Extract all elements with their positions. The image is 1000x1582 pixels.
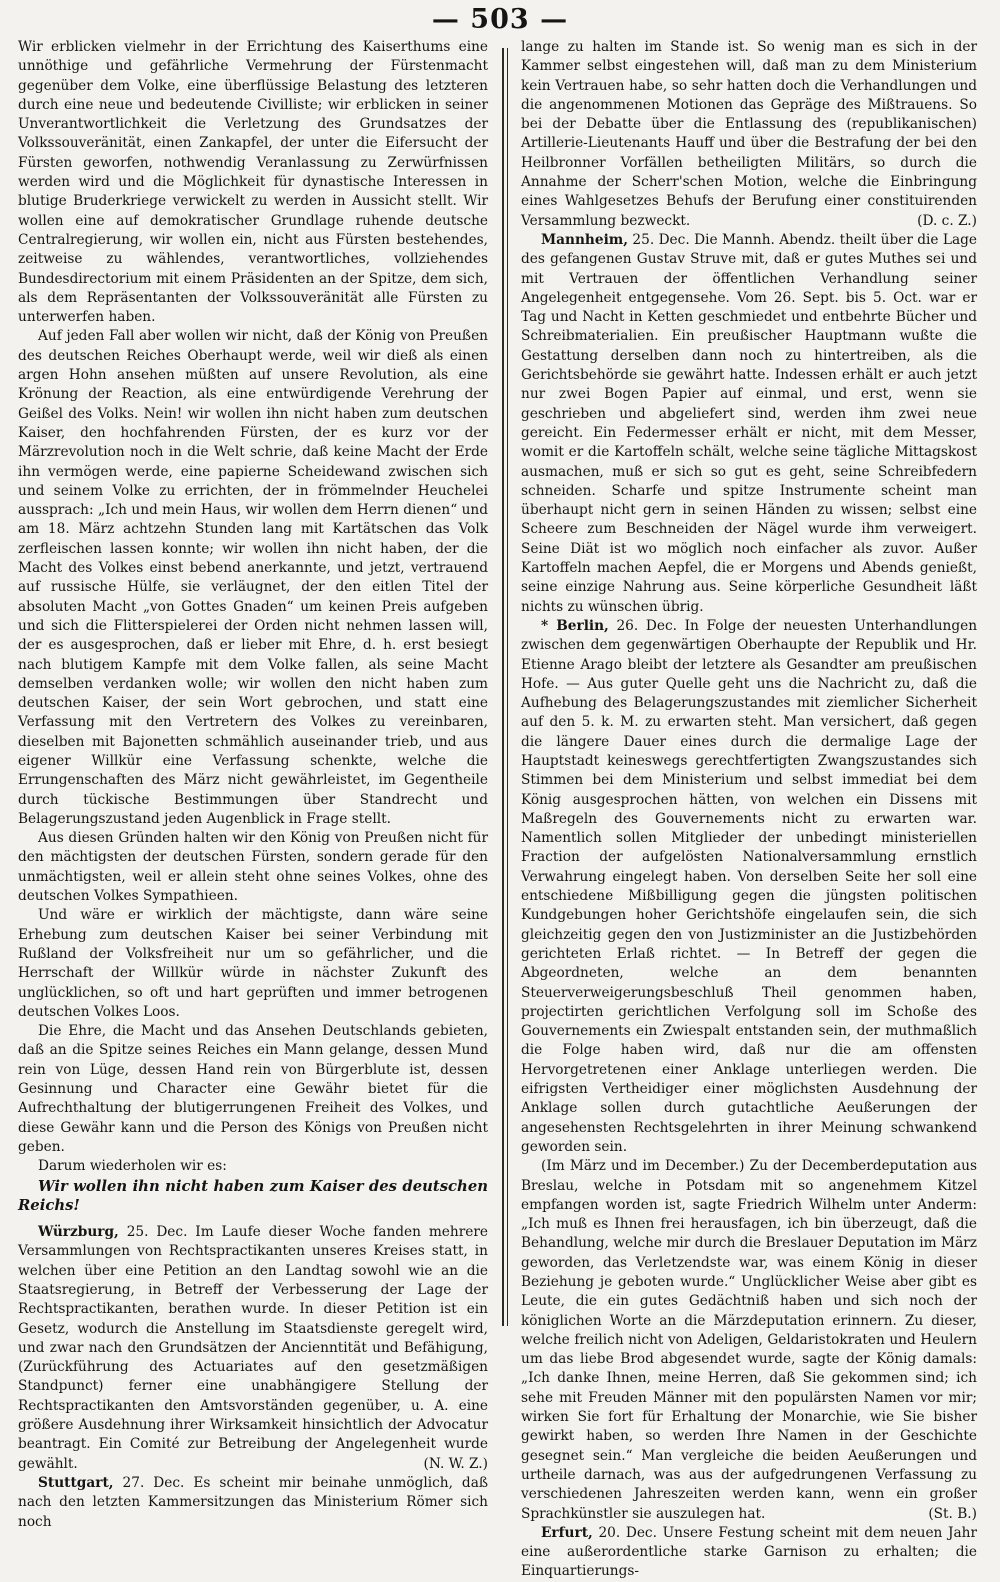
article-paragraph: Darum wiederholen wir es: — [38, 1158, 227, 1175]
dateline-place: Stuttgart, — [38, 1474, 114, 1491]
article-paragraph — [521, 38, 977, 231]
motto-line: Wir wollen ihn nicht haben zum Kaiser des deutschen Reichs! — [18, 1177, 488, 1214]
dateline-date: 27. Dec. — [113, 1474, 185, 1491]
article-paragraph: Die Ehre, die Macht und das Ansehen Deutschlands gebieten, daß an die Spitze seines Reiches ein Mann gelange, dessen Mund rein von Lüge, dessen Hand rein von Bürgerblute ist, dessen Gesinnung und Character eine Gewähr bietet für die Aufrechthaltung der blutigerrungenen Freiheit des Volkes, und diese Gewähr kann und die Person des Königs von Preußen nicht geben. — [18, 1023, 488, 1155]
left-column — [18, 38, 489, 1530]
dateline-place: Erfurt, — [541, 1524, 593, 1541]
article-paragraph: Aus diesen Gründen halten wir den König von Preußen nicht für den mächtigsten der deutschen Fürsten, sondern gerade für den unmächtigsten, weil er allein steht ohne seines Volkes, ohne des deutschen Volkes Sympathieen. — [18, 830, 488, 905]
news-item-mannheim — [521, 231, 977, 617]
news-text: Die Mannh. Abendz. theilt über die Lage des gefangenen Gustav Struve mit, daß er gutes Muthes sei und mit Vertrauen der öffentlichen Verhandlung seiner Angelegenheit entgegensehe. Vom 26. Sept. bis 5. Oct. war er Tag und Nacht in Ketten geschmiedet und entbehrte Bücher und Schreibmaterialien. Ein preußischer Hauptmann wußte die Gestattung derselben dann noch zu hintertreiben, als die Gerichtsbehörde sie gewährt hatte. Indessen erhält er auch jetzt nur zwei Bogen Papier auf einmal, und erst, wenn sie geschrieben und abgeliefert sind, werden ihm zwei neue gereicht. Ein Federmesser erhält er nicht, mit dem Messer, womit er die Kartoffeln schält, welche seine tägliche Mittagskost ausmachen, muß er sich so gut es geht, seine Schreibfedern schneiden. Scharfe und spitze Instrumente scheint man überhaupt nicht gern in seinen Händen zu wissen; selbst eine Scheere zum Beschneiden der Nägel wurde ihm verweigert. Seine Diät ist wo möglich noch einfacher als zuvor. Außer Kartoffeln machen Aepfel, die er Morgens und Abends genießt, seine einzige Nahrung aus. Seine körperliche Gesundheit läßt nichts zu wünschen übrig. — [521, 231, 978, 615]
right-column — [521, 38, 978, 1580]
dateline-date: 25. Dec. — [628, 231, 690, 248]
article-paragraph: Und wäre er wirklich der mächtigste, dann wäre seine Erhebung zum deutschen Kaiser bei seiner Verbindung mit Rußland der Volksfreiheit nur um so gefährlicher, und die Herrschaft der Willkür würde in nächster Zukunft des unglücklichen, so oft und hart geprüften und immer betrogenen deutschen Volkes Loos. — [18, 907, 488, 1020]
news-item-erfurt — [521, 1524, 977, 1582]
news-text: Im Laufe dieser Woche fanden mehrere Versammlungen von Rechtspractikanten unseres Kreises statt, in welchen über eine Petition an den Landtag sowohl wie an die Staatsregierung, in Betreff der Verbesserung der Lage der Rechtspractikanten, berathen wurde. In dieser Petition ist ein Gesetz, wodurch die Anstellung im Staatsdienste geregelt wird, und zwar nach den Grundsätzen der Ancienntität und Befähigung, (Zurückführung des Actuariates auf den gesetzmäßigen Standpunct) ferner eine unabhängigere Stellung der Rechtspractikanten den Amtsvorständen gegenüber, u. A. eine größere Ausdehnung ihrer Wirksamkeit hinsichtlich der Advocatur beantragt. Ein Comité zur Betreibung der Angelegenheit wurde gewählt. — [18, 1224, 489, 1472]
dateline-place: Würzburg, — [38, 1224, 119, 1241]
dateline-place: * Berlin, — [541, 617, 609, 634]
column-divider — [502, 48, 504, 1326]
source-citation: (St. B.) — [928, 1505, 977, 1522]
news-text: lange zu halten im Stande ist. So wenig man es sich in der Kammer selbst eingestehen will, daß man zu dem Ministerium kein Vertrauen habe, so sehr hatten doch die Verhandlungen und die angenommenen Motionen das Gepräge des Mißtrauens. So bei der Debatte über die Entlassung des (republikanischen) Artillerie-Lieutenants Hauff und über die Bestrafung der bei den Heilbronner Vorfällen betheiligten Militärs, so durch die Annahme der Scherr'schen Motion, welche die Einbringung eines Wahlgesetzes Behufs der Berufung einer constituirenden Versammlung bezweckt. — [521, 39, 977, 229]
news-text: Zu der Decemberdeputation aus Breslau, welche in Potsdam mit so angenehmem Kitzel empfangen worden ist, sagte Friedrich Wilhelm unter Anderm: „Ich muß es Ihnen frei herausfagen, ich bin überzeugt, daß die Behandlung, welche mir durch die Breslauer Deputation im März geworden, das Verletzendste war, was einem König in dieser Beziehung je geboten wurde.“ Unglücklicher Weise aber gibt es Leute, die ein gutes Gedächtniß haben und sich noch der königlichen Worte an die Märzdeputation erinnern. Zu dieser, welche freilich nicht von Adeligen, Geldaristokraten und Heulern um das liebe Brod abgesendet wurde, sagte der König damals: „Ich danke Ihnen, meine Herren, daß Sie gekommen sind; ich sehe mit Freuden Männer mit den populärsten Namen vor mir; wirken Sie fort für Erhaltung der Monarchie, wie Sie bisher gewirkt haben, so werden Ihre Namen in der Geschichte gesegnet sein.“ Man vergleiche die beiden Aeußerungen und urtheile darnach, was aus der aufgedrungenen Verfassung zu verschiedenen Jahreszeiten werden kann, wenn ein großer Sprachkünstler sie auszulegen hat. — [521, 1158, 977, 1522]
news-item-berlin — [521, 617, 977, 1157]
article-paragraph: Wir erblicken vielmehr in der Errichtung des Kaiserthums eine unnöthige und gefährliche Vermehrung der Fürstenmacht gegenüber dem Volke, eine überflüssige Belastung des letzteren durch eine neue und bedeutende Civilliste; wir erblicken in seiner Unverantwortlichkeit die Verletzung des Grundsatzes der Volkssouveränität, einen Zankapfel, der unter die Eifersucht der Fürsten geworfen, nothwendig Veranlassung zu Zerwürfnissen werden wird und die Möglichkeit für dynastische Interessen in blutige Bruderkriege verwickelt zu werden in Aussicht stellt. Wir wollen eine auf demokratischer Grundlage ruhende deutsche Centralregierung, wir wollen ein, nicht aus Fürsten bestehendes, zeitweise zu wählendes, verantwortliches, vollziehendes Bundesdirectorium mit einem Präsidenten an der Spitze, dem sich, als dem Repräsentanten der Volkssouveränität alle Fürsten zu unterwerfen haben. — [18, 39, 488, 326]
news-text: Es scheint mir beinahe unmöglich, daß nach den letzten Kammersitzungen das Ministerium Römer sich noch — [18, 1474, 488, 1530]
article-paragraph: Auf jeden Fall aber wollen wir nicht, daß der König von Preußen des deutschen Reiches Oberhaupt werde, weil wir dieß als einen argen Hohn ansehen müßten auf unsere Revolution, als eine Krönung der Reaction, als eine entwürdigende Verehrung der Geißel des Volks. Nein! wir wollen ihn nicht haben zum deutschen Kaiser, den hochfahrenden Fürsten, der es kurz vor der Märzrevolution noch in die Welt schrie, daß keine Macht der Erde ihn vermögen werde, eine papierne Scheidewand zwischen sich und seinem Volke zu errichten, der in frömmelnder Heuchelei aussprach: „Ich und mein Haus, wir wollen dem Herrn dienen“ und am 18. März achtzehn Stunden lang mit Kartätschen das Volk zerfleischen lassen konnte; wir wollen ihn nicht haben, der die Macht des Volkes einst bebend anerkannte, und jetzt, vertrauend auf russische Hülfe, sie verläugnet, der den eitlen Titel der absoluten Macht „von Gottes Gnaden“ um keinen Preis aufgeben und sich die Flitterspielerei der Orden nicht nehmen lassen will, der es ausgesprochen, daß er lieber mit Ehre, d. h. erst besiegt nach blutigem Kampfe mit dem Volke fallen, als seine Macht demselben verdanken wolle; wir wollen den nicht haben zum deutschen Kaiser, der sein Wort gebrochen, und statt eine Verfassung mit den Vertretern des Volkes zu vereinbaren, dieselben mit Bajonetten schmählich auseinander trieb, und aus eigener Willkür eine Verfassung schenkte, welche die Errungenschaften des März nicht gewährleistet, im Gegentheile durch tückische Bestimmungen über Standrecht und Belagerungszustand jeden Augenblick in Frage stellt. — [18, 328, 488, 827]
dateline-date: 26. Dec. — [608, 617, 677, 634]
news-item-breslau — [521, 1157, 977, 1524]
source-citation: (D. c. Z.) — [917, 212, 977, 229]
news-item-wuerzburg — [18, 1223, 488, 1474]
news-item-stuttgart — [18, 1474, 488, 1532]
section-intro: (Im März und im December.) — [541, 1158, 745, 1175]
dateline-date: 25. Dec. — [118, 1224, 188, 1241]
news-text: In Folge der neuesten Unterhandlungen zwischen dem gegenwärtigen Oberhaupte der Republik und Hr. Etienne Arago bleibt der letztere als Gesandter am preußischen Hofe. — Aus guter Quelle geht uns die Nachricht zu, daß die Aufhebung des Belagerungszustandes mit ziemlicher Sicherheit auf den 5. k. M. zu erwarten steht. Man versichert, daß gegen die längere Dauer eines durch die dermalige Lage der Hauptstadt keineswegs gerechtfertigten Zwangszustandes sich Stimmen bei dem Ministerium und selbst immediat bei dem König ausgesprochen hätten, von welchen ein Dissens mit Maßregeln des Gouvernements nicht zu erwarten war. Namentlich sollen Mitglieder der unbedingt ministeriellen Fraction der aufgelösten Nationalversammlung ernstlich Verwahrung eingelegt haben. Von derselben Seite her soll eine entschiedene Mißbilligung gegen die jüngsten politischen Kundgebungen hoher Gerichtshöfe eingelaufen sein, die sich gleichzeitig gegen den von Justizminister an die Justizbehörden gerichteten Erlaß richtet. — In Betreff der gegen die Abgeordneten, welche an dem benannten Steuerverweigerungsbeschluß Theil genommen haben, projectirten gerichtlichen Verfolgung soll im Schoße des Gouvernements ein Zwiespalt entstanden sein, der muthmaßlich die Folge haben wird, daß nur die am offensten Hervorgetretenen einer Anklage unterliegen werden. Die eifrigsten Vertheidiger einer möglichsten Ausdehnung der Anklage sollen durch gutachtliche Aeußerungen der angesehensten Rechtsgelehrten in ihrer Meinung schwankend geworden sein. — [521, 617, 978, 1155]
source-citation: (N. W. Z.) — [423, 1455, 488, 1472]
page-number: — 503 — — [431, 4, 569, 35]
dateline-date: 20. Dec. — [592, 1524, 657, 1541]
dateline-place: Mannheim, — [541, 231, 629, 248]
news-text: Unsere Festung scheint mit dem neuen Jahr eine außerordentliche starke Garnison zu erhalten; die Einquartierungs- — [521, 1524, 978, 1580]
